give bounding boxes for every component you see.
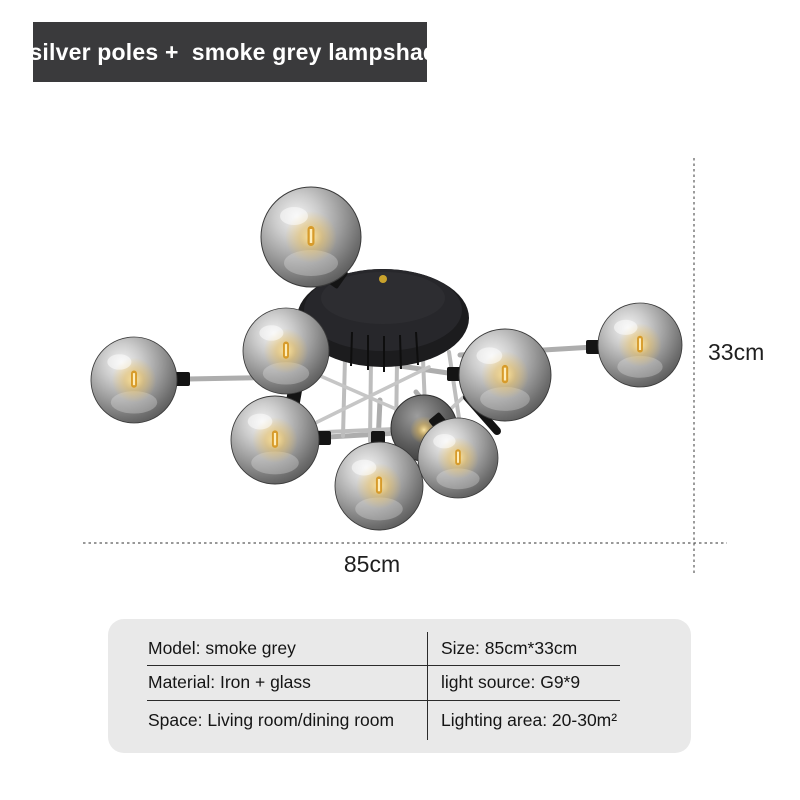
spec-lighting-area: Lighting area: 20-30m²	[441, 709, 618, 730]
glass-globe	[335, 442, 423, 530]
height-dimension-label: 33cm	[708, 339, 765, 365]
table-column-divider	[427, 632, 428, 740]
title-badge-label: 9 silver poles + smoke grey lampshade	[9, 38, 451, 65]
gold-screw	[379, 275, 387, 283]
spec-model: Model: smoke grey	[148, 638, 296, 658]
glass-globe	[243, 308, 329, 394]
glass-globe	[459, 329, 551, 421]
spec-table	[108, 619, 691, 753]
glass-globe	[261, 187, 361, 287]
glass-globe	[91, 337, 177, 423]
width-dimension-label: 85cm	[343, 551, 401, 577]
glass-globe	[598, 303, 682, 387]
glass-globe	[231, 396, 319, 484]
spec-size: Size: 85cm*33cm	[441, 638, 578, 658]
spec-material: Material: Iron + glass	[148, 672, 311, 692]
spec-light-source: light source: G9*9	[441, 672, 581, 692]
glass-globe	[418, 418, 498, 498]
spec-space: Space: Living room/dining room	[148, 709, 395, 730]
